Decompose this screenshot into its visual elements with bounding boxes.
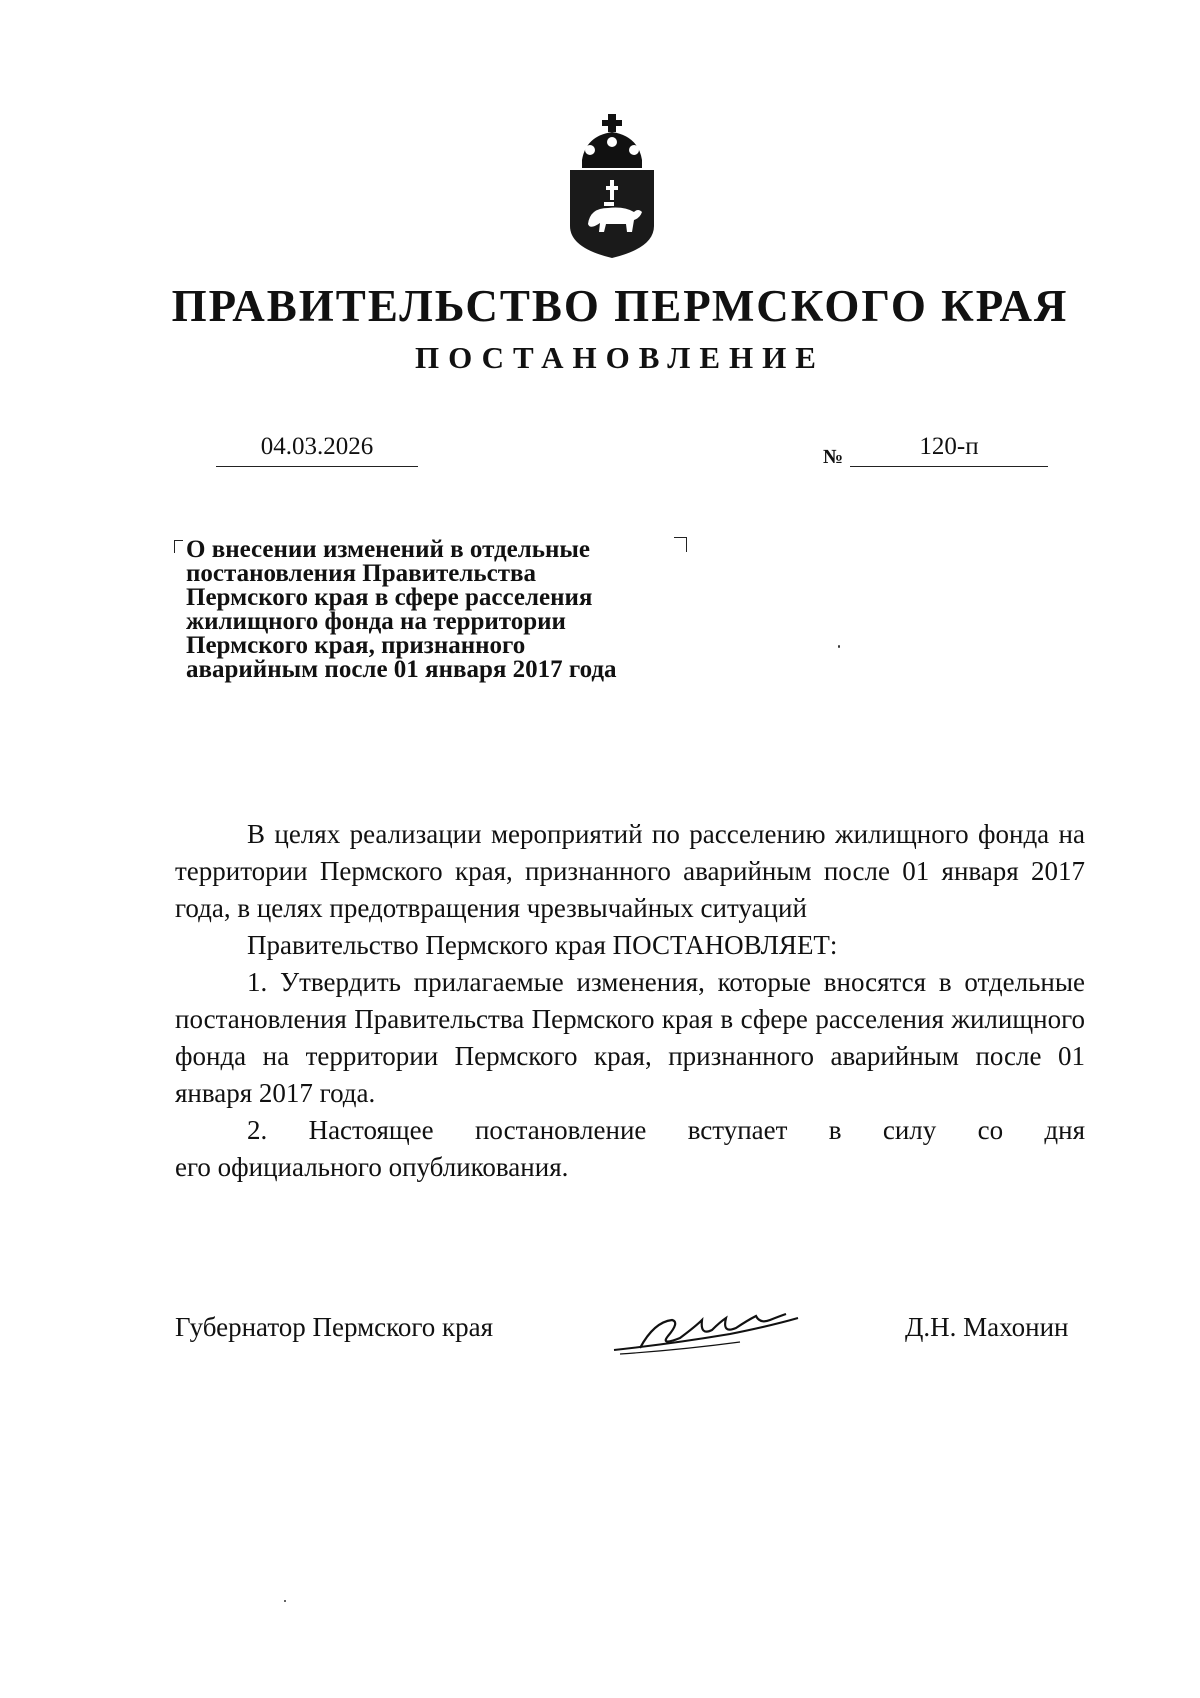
subject-line: Пермского края, признанного xyxy=(186,632,526,659)
scan-speck xyxy=(284,1600,286,1602)
body-paragraph: Правительство Пермского края ПОСТАНОВЛЯЕТ: xyxy=(247,930,838,960)
body-paragraph: 2. Настоящее постановление вступает в силу со дня xyxy=(247,1115,1085,1145)
document-subject xyxy=(186,538,686,682)
body-paragraph: 1. Утвердить прилагаемые изменения, которые вносятся в отдельные постановления Правительства Пермского края в сфере расселения жилищного фонда на территории Пермского края, признанного аварийным после 01 января 2017 года. xyxy=(175,967,1085,1108)
subject-bracket-left xyxy=(174,540,183,553)
document-number: 120-п xyxy=(850,430,1048,467)
organization-title: ПРАВИТЕЛЬСТВО ПЕРМСКОГО КРАЯ xyxy=(171,281,1069,331)
number-sign: № xyxy=(823,446,844,468)
document-body xyxy=(175,816,1085,1186)
document-date: 04.03.2026 xyxy=(216,430,418,467)
signatory-name: Д.Н. Махонин xyxy=(905,1312,1069,1342)
subject-line: жилищного фонда на территории xyxy=(186,608,566,635)
signatory-title: Губернатор Пермского края xyxy=(175,1312,494,1342)
body-paragraph: его официального опубликования. xyxy=(175,1152,569,1182)
document-type-title: ПОСТАНОВЛЕНИЕ xyxy=(415,340,825,375)
scan-speck xyxy=(838,645,840,648)
handwritten-signature xyxy=(610,1300,810,1360)
subject-line: постановления Правительства xyxy=(186,560,536,587)
subject-line: аварийным после 01 января 2017 года xyxy=(186,656,617,683)
subject-line: О внесении изменений в отдельные xyxy=(186,536,591,563)
subject-line: Пермского края в сфере расселения xyxy=(186,584,593,611)
coat-of-arms-icon xyxy=(568,108,656,262)
body-paragraph: В целях реализации мероприятий по расселению жилищного фонда на территории Пермского края, признанного аварийным после 01 января 2017 года, в целях предотвращения чрезвычайных ситуаций xyxy=(175,819,1085,923)
